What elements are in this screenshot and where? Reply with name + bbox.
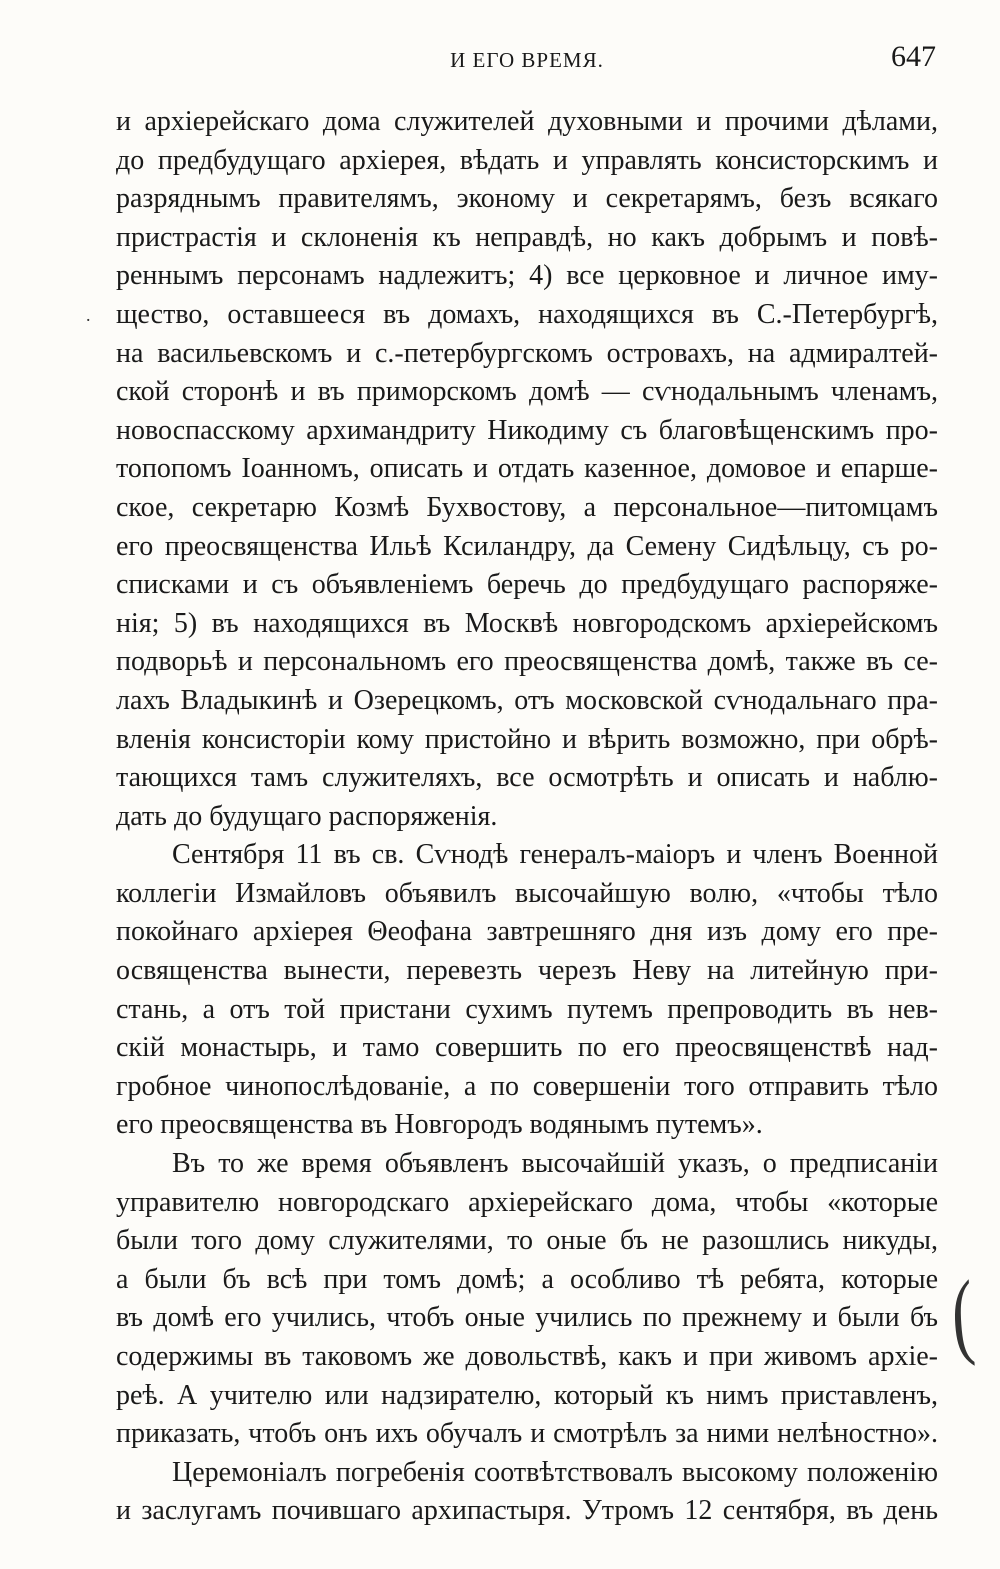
text-line: списками и съ объявленіемъ беречь до предбудущаго распоряже- [116,569,938,601]
text-line: дать до будущаго распоряженія. [116,800,498,832]
text-line: подворьѣ и персональномъ его преосвященства домѣ, также въ се- [116,646,938,678]
running-head [118,38,936,82]
text-line: освященства вынести, перевезть черезъ Неву на литейную при- [116,955,938,987]
text-line: Церемоніалъ погребенія соотвѣтствовалъ высокому положенію [172,1456,938,1488]
text-line: и архіерейскаго дома служителей духовными и прочими дѣлами, [116,106,938,137]
text-line: Въ то же время объявленъ высочайшій указъ, о предписаніи [172,1148,938,1180]
margin-dot-mark: . [86,305,91,325]
text-line: приказать, чтобъ онъ ихъ обучалъ и смотрѣлъ за ними нелѣностно». [116,1418,938,1450]
text-line: а были бъ всѣ при томъ домѣ; а особливо тѣ ребята, которые [116,1263,938,1295]
text-line: Сентября 11 въ св. Сѵнодѣ генералъ-маіоръ и членъ Военной [172,839,938,871]
text-line: щество, оставшееся въ домахъ, находящихся въ С.-Петербургѣ, [116,298,938,330]
text-line: на васильевскомъ и с.-петербургскомъ островахъ, на адмиралтей- [116,337,938,369]
text-line: стань, а отъ той пристани сухимъ путемъ препроводить въ нев- [116,993,938,1025]
margin-bracket-mark: ( [948,1260,977,1370]
text-line: были того дому служителями, то оные бъ не разошлись никуды, [116,1225,938,1257]
text-line: его преосвященства Ильѣ Ксиландру, да Семену Сидѣльцу, съ ро- [116,530,938,562]
text-line: до предбудущаго архіерея, вѣдать и управлять консисторскимъ и [116,144,938,176]
text-line: новоспасскому архимандриту Никодиму съ благовѣщенскимъ про- [116,414,938,446]
text-line: вленія консисторіи кому пристойно и вѣрить возможно, при обрѣ- [116,723,938,755]
text-line: его преосвященства въ Новгородъ водянымъ путемъ». [116,1109,763,1141]
text-line: нія; 5) въ находящихся въ Москвѣ новгородскомъ архіерейскомъ [116,607,938,639]
text-line: тающихся тамъ служителяхъ, все осмотрѣть и описать и наблю- [116,762,938,794]
text-line: топопомъ Іоанномъ, описать и отдать казенное, домовое и епарше- [116,453,938,485]
text-line: скій монастырь, и тамо совершить по его преосвященствѣ над- [116,1032,938,1064]
text-line: управителю новгородскаго архіерейскаго дома, чтобы «которые [116,1186,938,1218]
running-title: И ЕГО ВРЕМЯ. [450,48,604,72]
text-line: пристрастія и склоненія къ неправдѣ, но какъ добрымъ и повѣ- [116,221,938,253]
text-line: и заслугамъ почившаго архипастыря. Утромъ 12 сентября, въ день [116,1495,938,1527]
page-number: 647 [891,40,936,73]
text-line: ское, секретарю Козмѣ Бухвостову, а персональное—питомцамъ [116,491,938,523]
text-line: въ домѣ его учились, чтобъ оные учились по прежнему и были бъ [116,1302,938,1334]
text-line: реннымъ персонамъ надлежитъ; 4) все церковное и личное иму- [116,260,938,292]
text-line: коллегіи Измайловъ объявилъ высочайшую волю, «чтобы тѣло [116,877,938,909]
text-line: содержимы въ таковомъ же довольствѣ, какъ и при живомъ архіе- [116,1341,938,1372]
text-line: покойнаго архіерея Θеофана завтрешняго дня изъ дому его пре- [116,916,938,948]
text-line: гробное чинопослѣдованіе, а по совершеніи того отправить тѣло [116,1070,938,1102]
body-text [116,103,938,1531]
text-line: разряднымъ правителямъ, эконому и секретарямъ, безъ всякаго [116,183,938,215]
text-line: ской сторонѣ и въ приморскомъ домѣ — сѵнодальнымъ членамъ, [116,376,938,408]
text-line: реѣ. А учителю или надзирателю, который къ нимъ приставленъ, [116,1379,938,1411]
text-line: лахъ Владыкинѣ и Озерецкомъ, отъ московской сѵнодальнаго пра- [116,684,938,716]
